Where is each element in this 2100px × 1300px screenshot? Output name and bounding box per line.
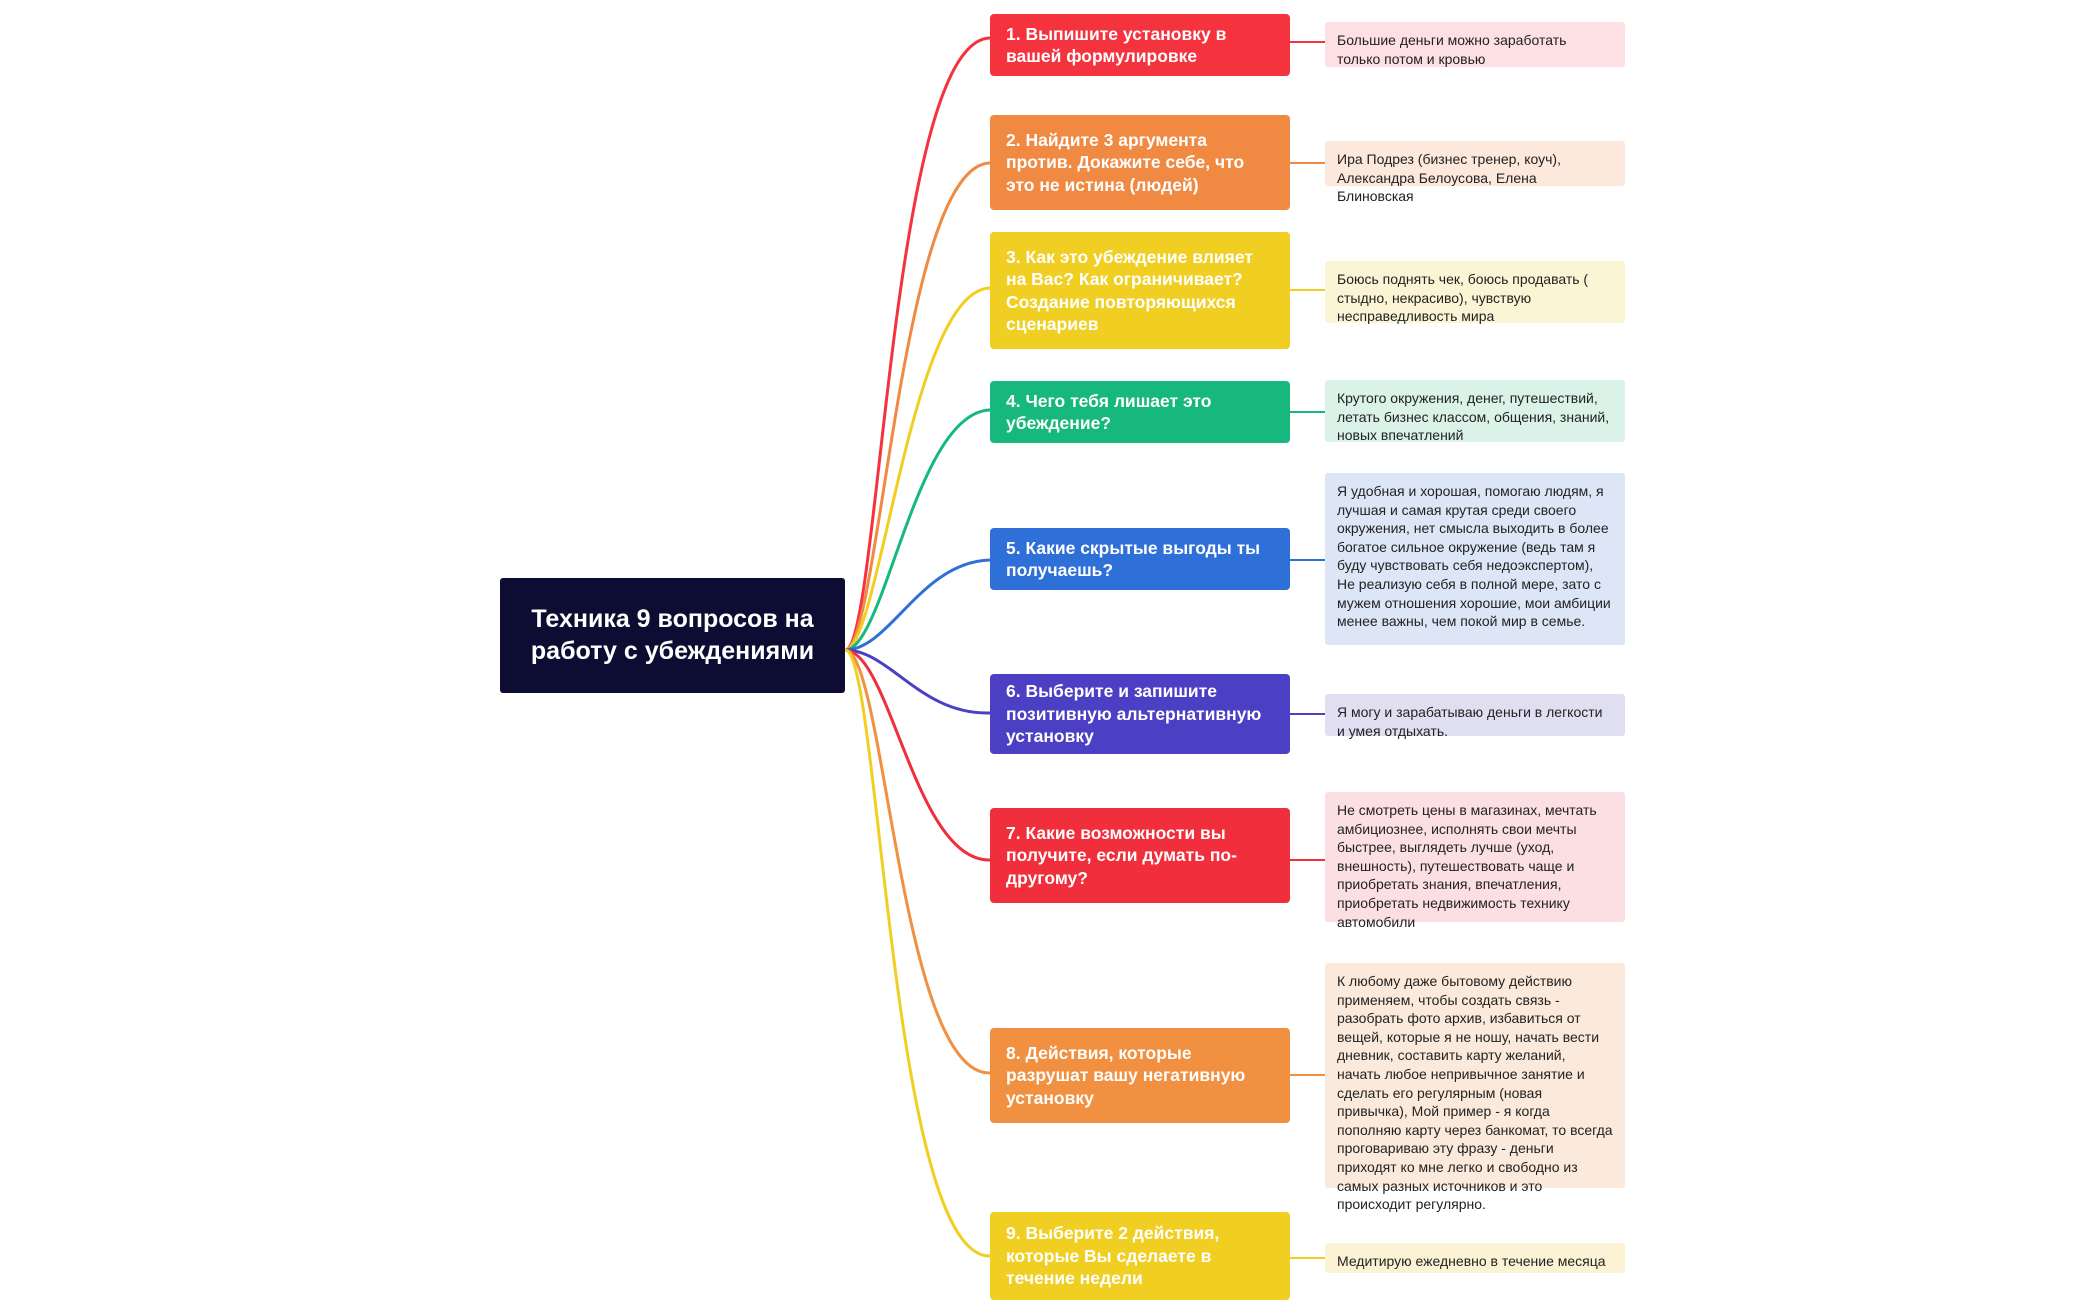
branch-node-q8-label: 8. Действия, которые разрушат вашу негативную установку [1006,1042,1246,1108]
branch-node-q2[interactable] [990,115,1290,210]
root-node[interactable] [500,578,845,693]
leaf-node-q7[interactable] [1325,792,1625,930]
branch-node-q8[interactable] [990,1028,1290,1123]
branch-node-q9-label: 9. Выберите 2 действия, которые Вы сделаете в течение недели [1006,1223,1220,1289]
leaf-node-q9-text: Медитирую ежедневно в течение месяца [1337,1253,1606,1269]
leaf-node-q2-text: Ира Подрез (бизнес тренер, коуч), Александра Белоусова, Елена Блиновская [1337,151,1561,205]
branch-node-q1[interactable] [990,14,1290,76]
branch-node-q7[interactable] [990,808,1290,903]
leaf-node-q6[interactable] [1325,694,1625,739]
leaf-node-q8-text: К любому даже бытовому действию применяем, чтобы создать связь - разобрать фото архив, избавиться от вещей, которые я не ношу, начать вести дневник, составить карту желаний, начать любое непривычное занятие и сделать его регулярным (новая привычка), Мой пример - я когда пополняю карту через банкомат, то всегда проговариваю эту фразу - деньги приходят ко мне легко и свободно из самых разных источников и это происходит регулярно. [1337,973,1613,1213]
root-node-label: Техника 9 вопросов на работу с убеждениями [530,605,815,665]
leaf-node-q3-text: Боюсь поднять чек, боюсь продавать ( стыдно, некрасиво), чувствую несправедливость мира [1337,271,1589,325]
leaf-node-q6-text: Я могу и зарабатываю деньги в легкости и умея отдыхать. [1337,704,1603,739]
branch-node-q3[interactable] [990,232,1290,349]
branch-node-q6-label: 6. Выберите и запишите позитивную альтернативную установку [1006,681,1262,747]
branch-node-q9[interactable] [990,1212,1290,1300]
leaf-node-q9[interactable] [1325,1243,1625,1273]
branch-node-q6[interactable] [990,674,1290,754]
branch-node-q7-label: 7. Какие возможности вы получите, если думать по-другому? [1006,822,1237,888]
branch-node-q2-label: 2. Найдите 3 аргумента против. Докажите себе, что это не истина (людей) [1006,129,1245,195]
branch-node-q4[interactable] [990,381,1290,443]
leaf-node-q1[interactable] [1325,22,1625,67]
leaf-node-q4[interactable] [1325,380,1625,442]
leaf-node-q4-text: Крутого окружения, денег, путешествий, летать бизнес классом, общения, знаний, новых впечатлений [1337,390,1610,444]
branch-node-q5[interactable] [990,528,1290,590]
leaf-node-q1-text: Большие деньги можно заработать только потом и кровью [1337,32,1567,67]
branch-node-q5-label: 5. Какие скрытые выгоды ты получаешь? [1006,537,1261,580]
leaf-node-q8[interactable] [1325,963,1625,1213]
leaf-node-q7-text: Не смотреть цены в магазинах, мечтать амбициознее, исполнять свои мечты быстрее, выглядеть лучше (уход, внешность), путешествовать чаще и приобретать знания, впечатления, приобретать недвижимость технику автомобили [1337,802,1597,930]
branch-node-q4-label: 4. Чего тебя лишает это убеждение? [1006,390,1212,433]
branch-node-q1-label: 1. Выпишите установку в вашей формулировке [1006,23,1227,66]
leaf-node-q5[interactable] [1325,473,1625,645]
leaf-node-q2[interactable] [1325,141,1625,205]
branch-node-q3-label: 3. Как это убеждение влияет на Вас? Как ограничивает? Создание повторяющихся сценариев [1006,246,1253,334]
leaf-node-q3[interactable] [1325,261,1625,323]
leaf-node-q5-text: Я удобная и хорошая, помогаю людям, я лучшая и самая крутая среди своего окружения, нет смысла выходить в более богатое сильное окружение (ведь там я буду чувствовать себя недоэкспертом), Не реализую себя в полной мере, зато с мужем отношения хорошие, мои амбиции менее важны, чем покой мир в семье. [1337,483,1611,630]
